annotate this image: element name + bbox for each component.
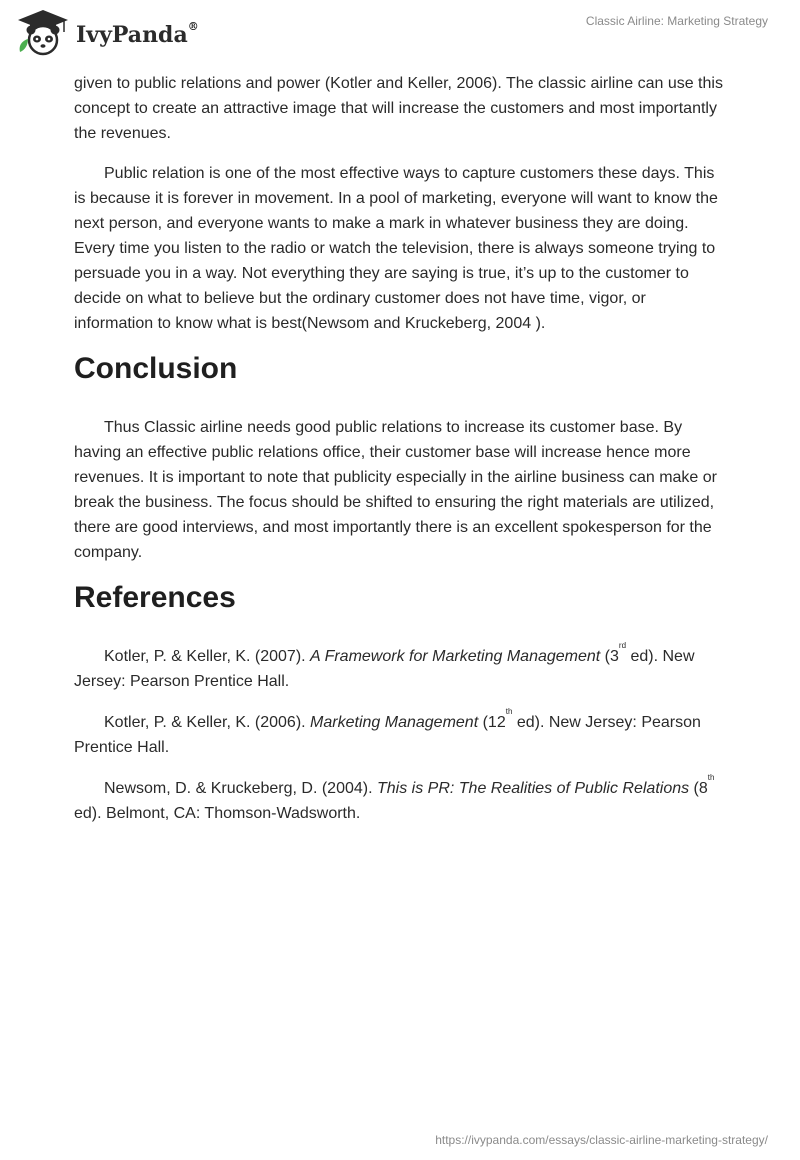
reference-item: Kotler, P. & Keller, K. (2006). Marketing Management (12th ed). New Jersey: Pearson Prentice Hall.: [74, 707, 701, 756]
document-title: Classic Airline: Marketing Strategy: [585, 14, 768, 28]
essay-content: [74, 71, 726, 842]
paragraph-public-relations: Public relation is one of the most effective ways to capture customers these days. This is because it is forever in movement. In a pool of marketing, everyone will want to know the next person, and everyone wants to make a mark in whatever business they are doing. Every time you listen to the radio or watch the television, there is always someone trying to persuade you in a way. Not everything they are saying is true, it’s up to the customer to decide on what to believe but the ordinary customer does not have time, vigor, or information to know what is best(Newsom and Kruckeberg, 2004 ).: [74, 165, 718, 332]
ivypanda-logo[interactable]: [14, 8, 214, 60]
reference-item: Kotler, P. & Keller, K. (2007). A Framework for Marketing Management (3rd ed). New Jersey: Pearson Prentice Hall.: [74, 641, 695, 690]
conclusion-heading: Conclusion: [74, 352, 238, 385]
paragraph-continued: given to public relations and power (Kotler and Keller, 2006). The classic airline can use this concept to create an attractive image that will increase the customers and most importantly the revenues.: [74, 75, 723, 142]
conclusion-paragraph: Thus Classic airline needs good public relations to increase its customer base. By having an effective public relations office, their customer base will increase hence more revenues. It is important to note that publicity especially in the airline business can make or break the business. The focus should be shifted to ensuring the right materials are utilized, there are good interviews, and most importantly there is an excellent spokesperson for the company.: [74, 419, 717, 561]
page-header: [0, 0, 800, 70]
source-url[interactable]: https://ivypanda.com/essays/classic-airline-marketing-strategy/: [435, 1133, 768, 1147]
references-heading: References: [74, 581, 236, 614]
panda-graduate-icon: [14, 8, 72, 58]
reference-item: Newsom, D. & Kruckeberg, D. (2004). This is PR: The Realities of Public Relations (8th ed). Belmont, CA: Thomson-Wadsworth.: [74, 773, 715, 822]
brand-name: IvyPanda®: [76, 19, 199, 48]
